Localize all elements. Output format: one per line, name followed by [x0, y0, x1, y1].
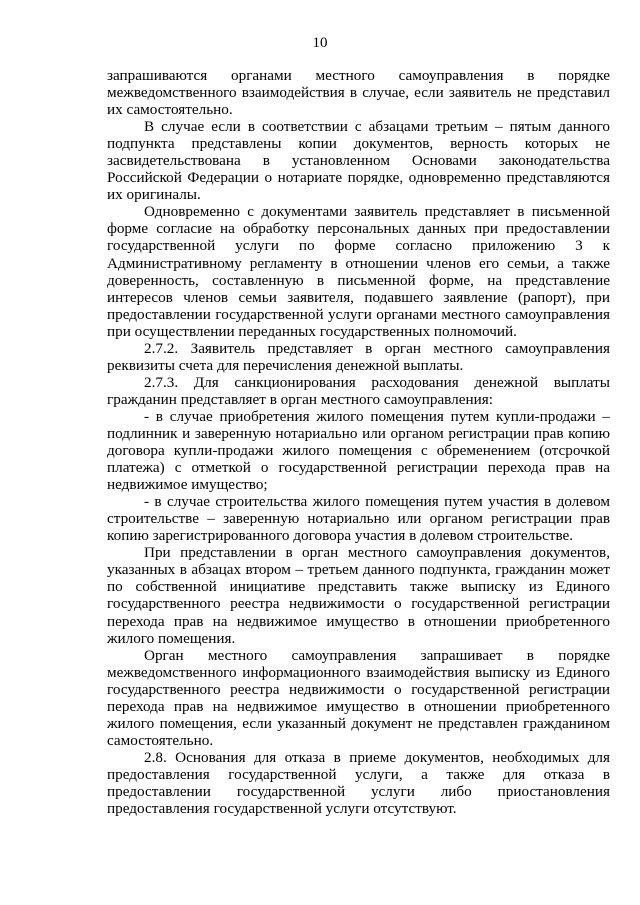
paragraph-extract-initiative: При представлении в орган местного самоуправления документов, указанных в абзацах втором – третьем данного подпункта, гражданин может по собственной инициативе представить также выписку из Единого государственного реестра недвижимости о государственной регистрации перехода прав на недвижимое имущество в отношении приобретенного жилого помещения.: [107, 544, 610, 647]
paragraph-2-8: 2.8. Основания для отказа в приеме документов, необходимых для предоставления государственной услуги, а также для отказа в предоставлении государственной услуги либо приостановления предоставления государственной услуги отсутствуют.: [107, 748, 610, 818]
page-number: 10: [312, 35, 328, 51]
paragraph-continuation: запрашиваются органами местного самоуправления в порядке межведомственного взаимодействия в случае, если заявитель не представил их самостоятельно.: [107, 67, 610, 119]
list-item-construction: - в случае строительства жилого помещения путем участия в долевом строительстве – заверенную нотариально или органом регистрации прав копию зарегистрированного договора участия в долевом строительстве.: [107, 493, 610, 545]
list-item-purchase: - в случае приобретения жилого помещения путем купли-продажи – подлинник и заверенную нотариально или органом регистрации прав копию договора купли-продажи жилого помещения с обременением (отсрочкой платежа) с отметкой о государственной регистрации перехода прав на недвижимое имущество;: [107, 407, 610, 494]
paragraph-originals: В случае если в соответствии с абзацами третьим – пятым данного подпункта представлены копии документов, верность которых не засвидетельствована в установленном Основами законодательства Российской Федерации о нотариате порядке, одновременно представляются их оригиналы.: [107, 118, 610, 204]
paragraph-consent: Одновременно с документами заявитель представляет в письменной форме согласие на обработку персональных данных при предоставлении государственной услуги по форме согласно приложению 3 к Административному регламенту в отношении членов его семьи, а также доверенность, составленную в письменной форме, на представление интересов членов семьи заявителя, подавшего заявление (рапорт), при предоставлении государственной услуги органами местного самоуправления при осуществлении переданных государственных полномочий.: [107, 203, 610, 340]
document-body: [107, 67, 610, 817]
paragraph-interagency-request: Орган местного самоуправления запрашивает в порядке межведомственного информационного взаимодействия выписку из Единого государственного реестра недвижимости о государственной регистрации перехода прав на недвижимое имущество в отношении приобретенного жилого помещения, если указанный документ не представлен гражданином самостоятельно.: [107, 646, 610, 749]
paragraph-2-7-2: 2.7.2. Заявитель представляет в орган местного самоуправления реквизиты счета для перечисления денежной выплаты.: [107, 339, 610, 374]
paragraph-2-7-3: 2.7.3. Для санкционирования расходования денежной выплаты гражданин представляет в орган местного самоуправления:: [107, 373, 610, 408]
